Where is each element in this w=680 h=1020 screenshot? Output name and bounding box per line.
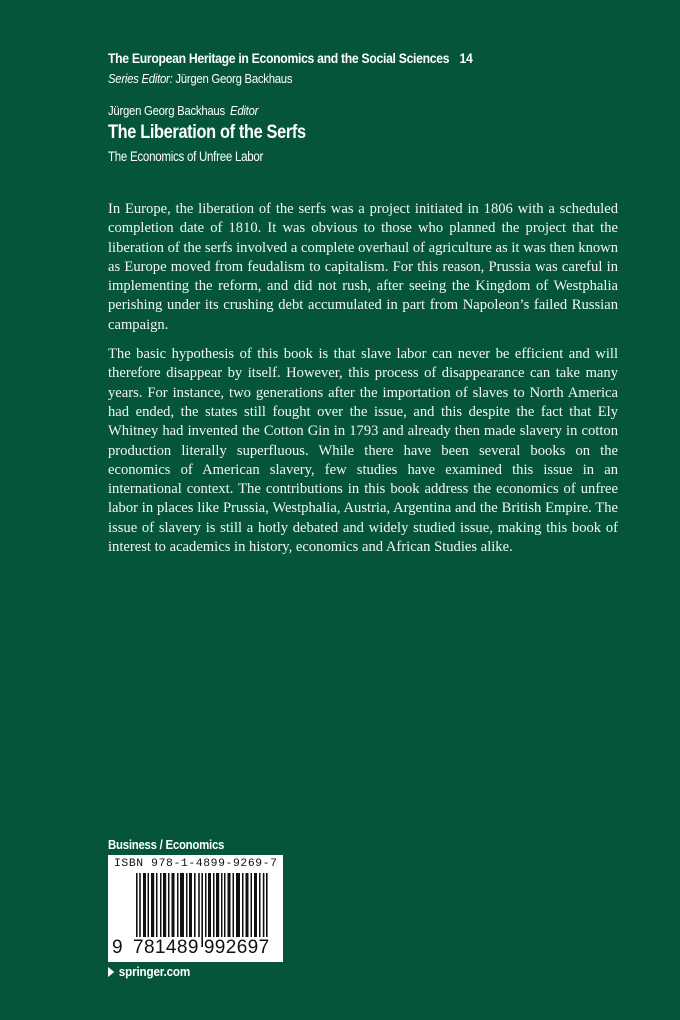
book-editor-line: [108, 101, 555, 120]
series-volume: 14: [459, 51, 473, 67]
isbn-label: ISBN 978-1-4899-9269-7: [114, 858, 278, 870]
ean-first-digit: 9: [112, 937, 123, 958]
series-title-line: [108, 50, 572, 69]
book-editor-role: Editor: [230, 103, 259, 118]
book-editor-name: Jürgen Georg Backhaus: [108, 103, 225, 118]
publisher-link[interactable]: [108, 963, 190, 981]
ean-group-1: 781489: [133, 937, 199, 958]
blurb-paragraph: In Europe, the liberation of the serfs was a project initiated in 1806 with a scheduled completion date of 1810. It was obvious to those who planned the project that the liberation of the serfs involved a complete overhaul of agriculture as it was then known as Europe moved from feudalism to capitalism. For this reason, Prussia was careful in implementing the reform, and did not rush, after seeing the Kingdom of Westphalia perishing under its crushing debt accumulated in part from Napoleon’s failed Russian campaign.: [108, 201, 618, 333]
book-subtitle: The Economics of Unfree Labor: [108, 149, 264, 164]
isbn-barcode: [108, 855, 283, 962]
triangle-right-icon: [108, 967, 114, 977]
series-header: [108, 50, 648, 88]
publisher-url[interactable]: springer.com: [118, 964, 191, 979]
series-editor-label: Series Editor:: [108, 71, 173, 86]
series-editor-name: Jürgen Georg Backhaus: [175, 71, 293, 86]
book-title: The Liberation of the Serfs: [108, 122, 306, 143]
ean-group-2: 992697: [203, 937, 270, 958]
back-cover-blurb: [108, 200, 618, 567]
blurb-paragraph: The basic hypothesis of this book is that slave labor can never be efficient and will therefore disappear by itself. However, this process of disappearance can take many years. For instance, two generations after the importation of slaves to North America had ended, the states still fought over the issue, and this despite the fact that Ely Whitney had invented the Cotton Gin in 1793 and already then made slavery in cotton production literally superfluous. While there have been several books on the economics of American slavery, few studies have examined this issue in an international context. The contributions in this book address the economics of unfree labor in places like Prussia, Westphalia, Austria, Argentina and the British Empire. The issue of slavery is still a hotly debated and widely studied issue, making this book of interest to academics in history, economics and African Studies alike.: [108, 346, 618, 556]
series-editor-line: [108, 69, 572, 88]
ean-digits: [112, 937, 271, 959]
book-header: [108, 101, 628, 168]
barcode-bars-icon: [136, 873, 268, 947]
series-title: The European Heritage in Economics and the Social Sciences: [108, 51, 450, 67]
category-label: Business / Economics: [108, 837, 225, 852]
